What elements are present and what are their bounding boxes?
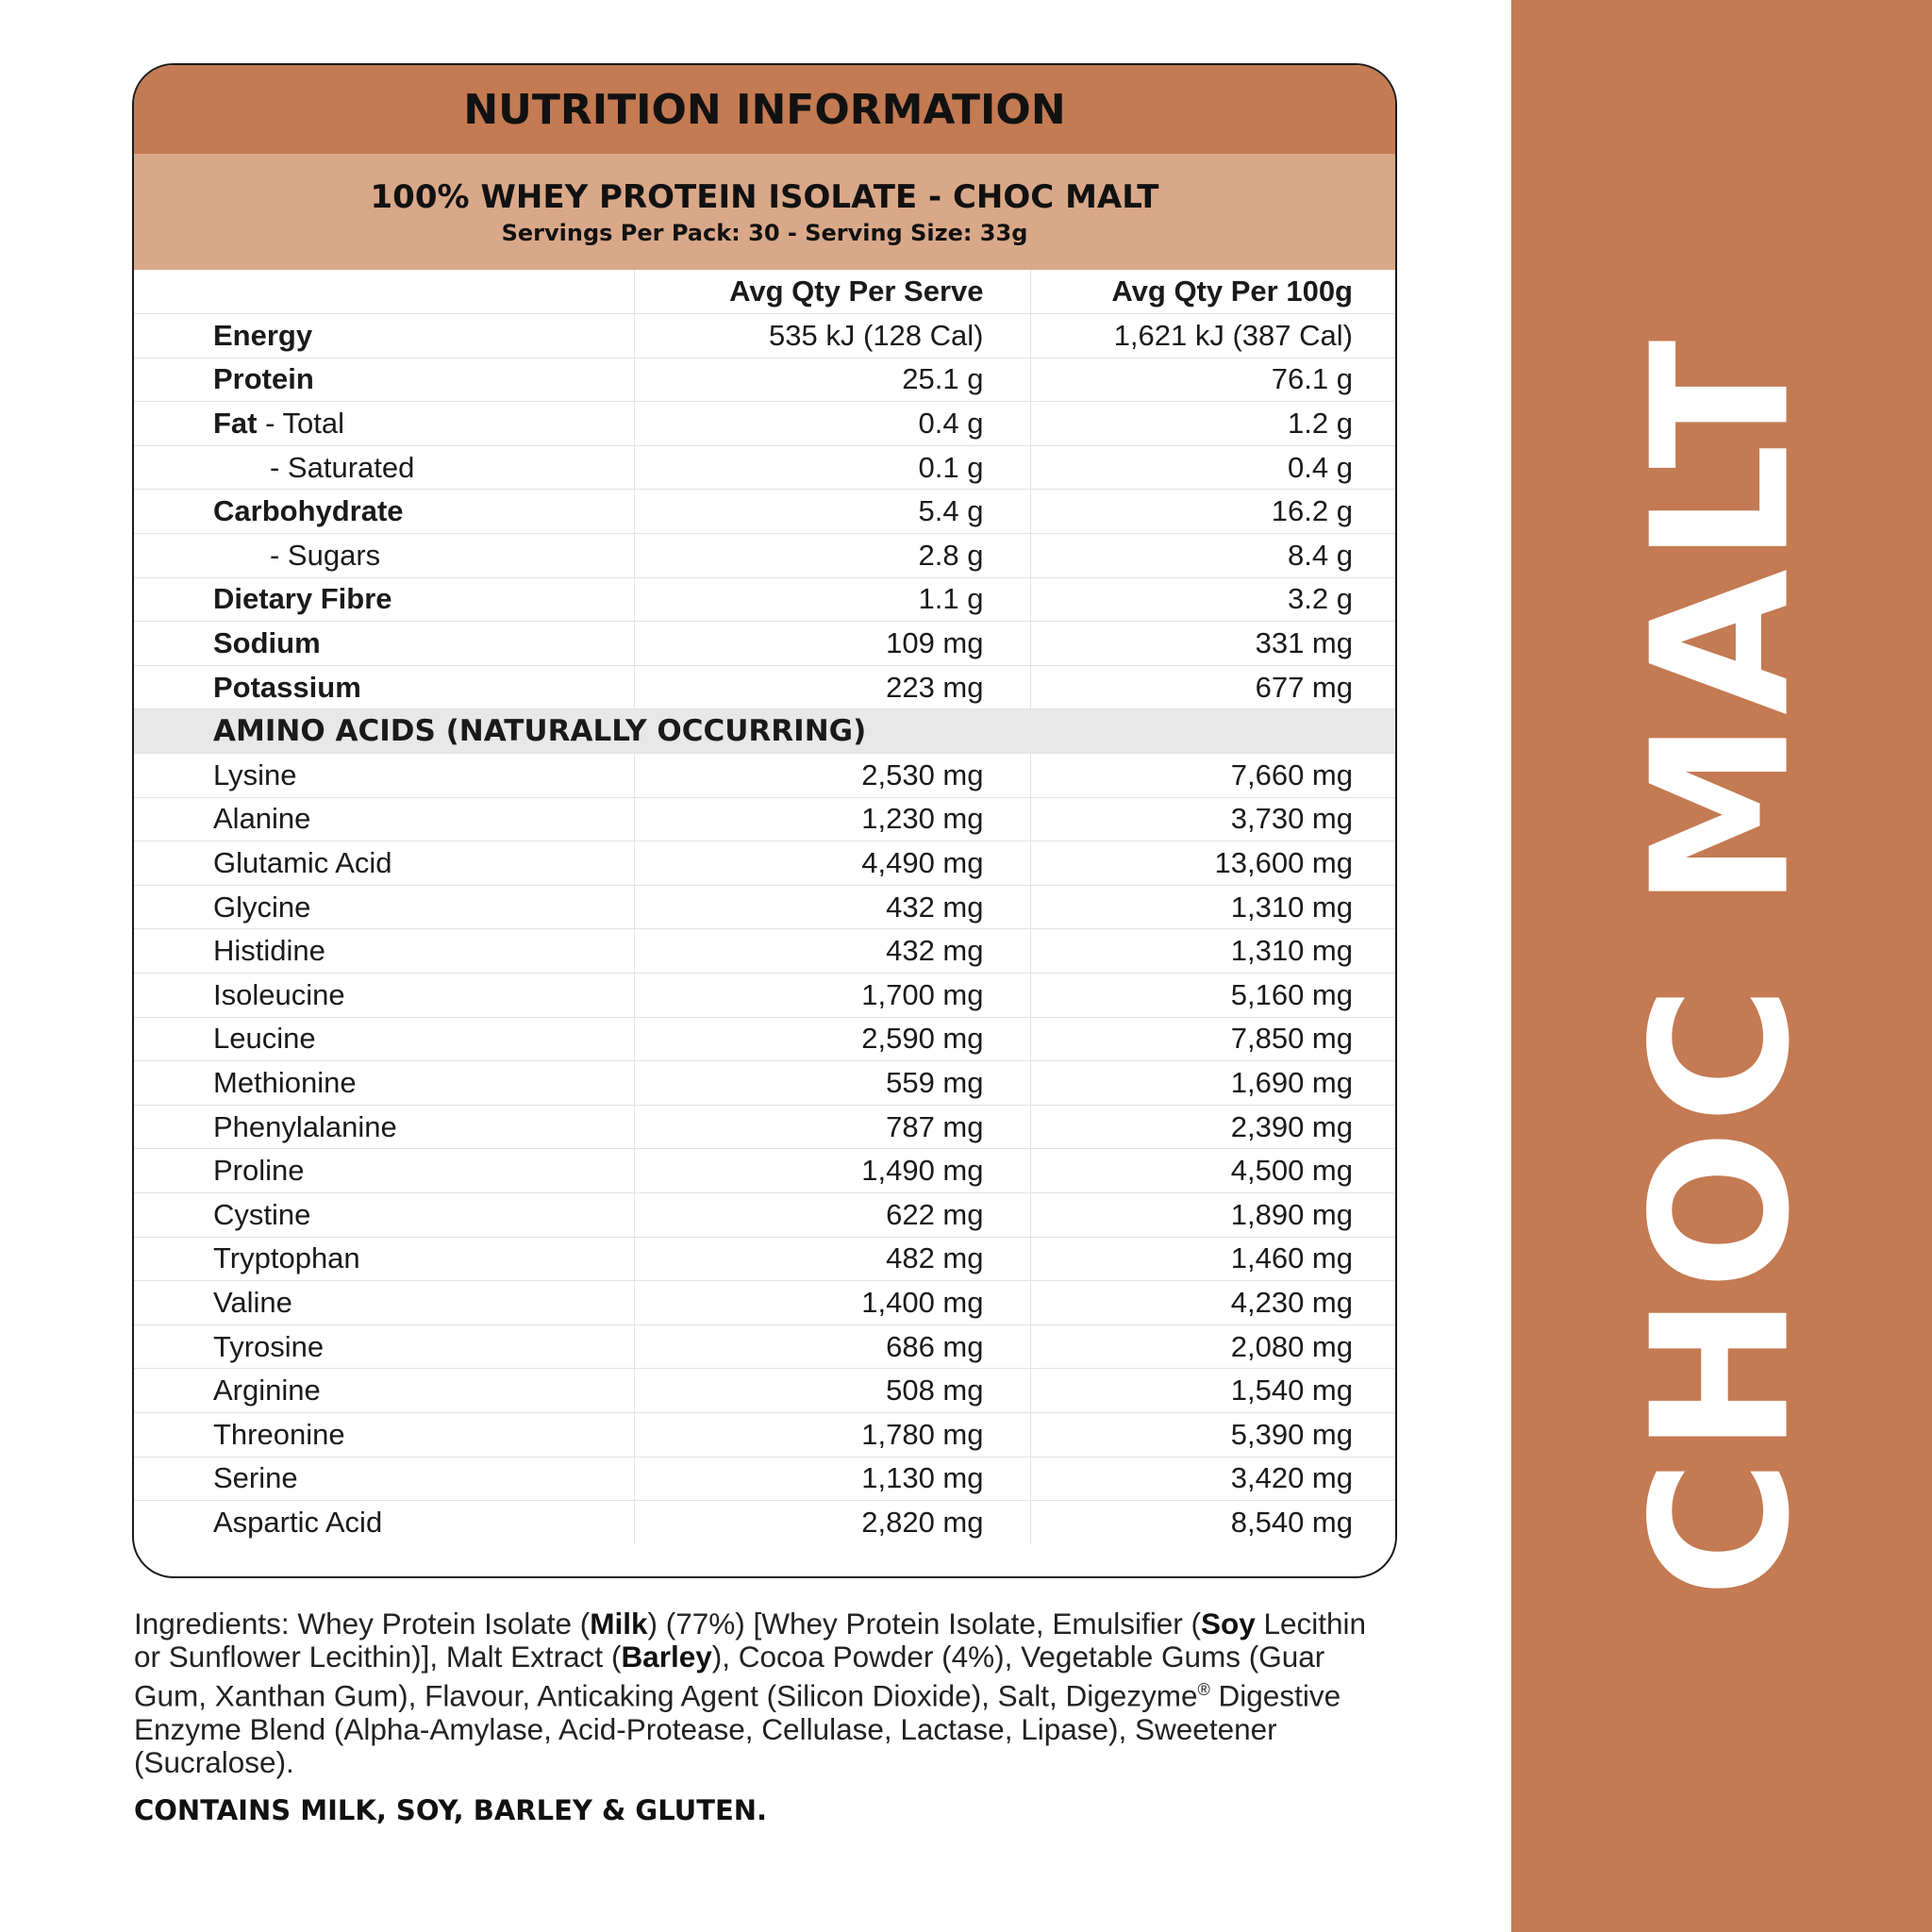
per-100g-value: 2,390 mg (1030, 1105, 1397, 1149)
per-serve-value: 482 mg (634, 1237, 1030, 1281)
per-serve-value: 1,230 mg (634, 797, 1030, 841)
per-serve-value: 2,590 mg (634, 1017, 1030, 1061)
table-row (134, 534, 1397, 578)
table-row (134, 1457, 1397, 1501)
per-serve-value: 1.1 g (634, 577, 1030, 622)
header-per-100g: Avg Qty Per 100g (1030, 270, 1397, 314)
nutrient-suffix: - Saturated (270, 450, 415, 484)
amino-acid-name: Aspartic Acid (134, 1501, 634, 1545)
amino-acid-name: Valine (134, 1281, 634, 1325)
nutrition-panel (132, 63, 1397, 1578)
table-row (134, 358, 1397, 402)
nutrition-table (134, 270, 1397, 1544)
per-serve-value: 1,700 mg (634, 974, 1030, 1018)
table-row (134, 402, 1397, 446)
amino-acid-name: Phenylalanine (134, 1105, 634, 1149)
nutrient-label: Protein (213, 362, 314, 396)
nutrient-name (134, 665, 634, 709)
allergen-statement: CONTAINS MILK, SOY, BARLEY & GLUTEN. (134, 1794, 768, 1826)
per-serve-value: 1,780 mg (634, 1412, 1030, 1457)
per-100g-value: 7,660 mg (1030, 754, 1397, 798)
per-serve-value: 1,400 mg (634, 1281, 1030, 1325)
nutrient-name (134, 622, 634, 666)
amino-acid-name: Leucine (134, 1017, 634, 1061)
per-100g-value: 1,890 mg (1030, 1192, 1397, 1237)
ingredients-part: Digestive Enzyme Blend (Alpha-Amylase, Acid-Protease, Cellulase, Lactase, Lipase), Sweetener (Sucralose). (134, 1678, 1341, 1779)
table-row (134, 1017, 1397, 1061)
per-serve-value: 0.1 g (634, 445, 1030, 490)
per-serve-value: 25.1 g (634, 358, 1030, 402)
per-serve-value: 508 mg (634, 1369, 1030, 1413)
table-row (134, 797, 1397, 841)
amino-acid-name: Arginine (134, 1369, 634, 1413)
table-row (134, 665, 1397, 709)
nutrient-label: Carbohydrate (213, 494, 404, 528)
table-row (134, 490, 1397, 534)
amino-acid-name: Glutamic Acid (134, 841, 634, 886)
table-row (134, 1237, 1397, 1281)
per-100g-value: 677 mg (1030, 665, 1397, 709)
table-row (134, 754, 1397, 798)
nutrient-name (134, 402, 634, 446)
product-band (134, 154, 1395, 270)
panel-header (134, 65, 1395, 154)
product-name: 100% WHEY PROTEIN ISOLATE - CHOC MALT (370, 177, 1159, 216)
table-row (134, 1281, 1397, 1325)
ingredients-part: ), Cocoa Powder (4%), Vegetable Gums (Guar Gum, Xanthan Gum), Flavour, Anticaking Agent (Silicon Dioxide), Salt, Digezyme (134, 1640, 1325, 1713)
per-100g-value: 1,621 kJ (387 Cal) (1030, 314, 1397, 358)
amino-acid-name: Alanine (134, 797, 634, 841)
table-row (134, 1061, 1397, 1106)
per-100g-value: 4,500 mg (1030, 1149, 1397, 1193)
ingredients-part: Ingredients: Whey Protein Isolate ( (134, 1607, 591, 1641)
per-serve-value: 432 mg (634, 929, 1030, 974)
amino-acid-name: Serine (134, 1457, 634, 1501)
per-100g-value: 1,460 mg (1030, 1237, 1397, 1281)
serving-info: Servings Per Pack: 30 - Serving Size: 33g (501, 219, 1028, 246)
table-row (134, 1324, 1397, 1369)
per-100g-value: 8,540 mg (1230, 1506, 1353, 1540)
per-serve-value: 4,490 mg (634, 841, 1030, 886)
table-header-row (134, 270, 1397, 314)
flavour-vertical-label: CHOC MALT (1611, 334, 1832, 1598)
table-row (134, 445, 1397, 490)
amino-acid-name: Proline (134, 1149, 634, 1193)
per-serve-value: 2.8 g (634, 534, 1030, 578)
nutrient-suffix: - Sugars (270, 538, 381, 572)
per-serve-value: 686 mg (634, 1324, 1030, 1369)
nutrient-label: Sodium (213, 626, 321, 660)
per-serve-value: 1,490 mg (634, 1149, 1030, 1193)
per-100g-value: 7,850 mg (1030, 1017, 1397, 1061)
per-serve-value: 559 mg (634, 1061, 1030, 1106)
amino-acid-name: Histidine (134, 929, 634, 974)
nutrient-label: Potassium (213, 670, 361, 704)
table-row (134, 622, 1397, 666)
nutrient-name (134, 445, 634, 490)
per-serve-value: 223 mg (634, 665, 1030, 709)
per-serve-value: 0.4 g (634, 402, 1030, 446)
nutrient-label: Energy (213, 318, 313, 352)
amino-acid-name: Isoleucine (134, 974, 634, 1018)
table-row (134, 1412, 1397, 1457)
per-100g-value: 16.2 g (1030, 490, 1397, 534)
table-row (134, 1149, 1397, 1193)
per-serve-value: 432 mg (634, 885, 1030, 929)
per-100g-value: 76.1 g (1030, 358, 1397, 402)
ingredients-part: Lecithin or Sunflower Lecithin)], Malt Extract ( (134, 1607, 1367, 1674)
allergen-highlight: Soy (1200, 1607, 1256, 1641)
amino-acid-name: Threonine (134, 1412, 634, 1457)
per-100g-value: 5,390 mg (1030, 1412, 1397, 1457)
per-100g-value: 5,160 mg (1030, 974, 1397, 1018)
per-serve-value: 109 mg (634, 622, 1030, 666)
per-100g-value: 1,540 mg (1030, 1369, 1397, 1413)
registered-mark: ® (1197, 1680, 1210, 1699)
per-100g-value: 1,690 mg (1030, 1061, 1397, 1106)
per-100g-value: 1.2 g (1030, 402, 1397, 446)
per-100g-value: 3,420 mg (1030, 1457, 1397, 1501)
table-row (134, 1192, 1397, 1237)
per-serve-value: 622 mg (634, 1192, 1030, 1237)
nutrient-suffix: - Total (257, 407, 344, 441)
per-100g-value: 2,080 mg (1030, 1324, 1397, 1369)
table-row (134, 974, 1397, 1018)
per-100g-value: 331 mg (1030, 622, 1397, 666)
per-100g-value: 1,310 mg (1030, 929, 1397, 974)
amino-acid-name: Tryptophan (134, 1237, 634, 1281)
ingredients-part: ) (77%) [Whey Protein Isolate, Emulsifier ( (647, 1607, 1201, 1641)
table-body (134, 314, 1397, 1545)
panel-title: NUTRITION INFORMATION (463, 85, 1066, 134)
nutrient-name (134, 358, 634, 402)
table-row (134, 929, 1397, 974)
header-per-serve: Avg Qty Per Serve (634, 270, 1030, 314)
per-100g-value: 0.4 g (1030, 445, 1397, 490)
amino-acid-name: Glycine (134, 885, 634, 929)
per-100g-value: 8.4 g (1030, 534, 1397, 578)
header-blank (134, 270, 634, 314)
allergen-highlight: Milk (590, 1607, 648, 1641)
amino-section-header: AMINO ACIDS (NATURALLY OCCURRING) (134, 709, 1397, 754)
table-row (134, 1369, 1397, 1413)
amino-acid-name: Methionine (134, 1061, 634, 1106)
table-row (134, 314, 1397, 358)
ingredients-text (134, 1607, 1389, 1779)
nutrient-name (134, 314, 634, 358)
amino-section-row (134, 709, 1397, 754)
nutrient-name (134, 577, 634, 622)
table-row (134, 1105, 1397, 1149)
per-100g-value: 1,310 mg (1030, 885, 1397, 929)
per-100g-value: 3,730 mg (1030, 797, 1397, 841)
per-serve-value: 787 mg (634, 1105, 1030, 1149)
table-row (134, 885, 1397, 929)
per-100g-value: 13,600 mg (1030, 841, 1397, 886)
per-serve-value: 2,820 mg (634, 1501, 1030, 1545)
allergen-highlight: Barley (621, 1640, 712, 1674)
table-row (134, 841, 1397, 886)
per-100g-value: 3.2 g (1030, 577, 1397, 622)
nutrient-name (134, 490, 634, 534)
table-row (134, 1501, 1397, 1545)
per-serve-value: 2,530 mg (634, 754, 1030, 798)
per-100g-value: 4,230 mg (1030, 1281, 1397, 1325)
amino-acid-name: Lysine (134, 754, 634, 798)
per-serve-value: 535 kJ (128 Cal) (634, 314, 1030, 358)
flavour-side-band (1511, 0, 1932, 1932)
nutrient-label: Fat (213, 407, 258, 441)
per-serve-value: 5.4 g (634, 490, 1030, 534)
per-serve-value: 1,130 mg (634, 1457, 1030, 1501)
amino-acid-name: Cystine (134, 1192, 634, 1237)
nutrient-label: Dietary Fibre (213, 582, 392, 616)
amino-acid-name: Tyrosine (134, 1324, 634, 1369)
nutrient-name (134, 534, 634, 578)
table-row (134, 577, 1397, 622)
